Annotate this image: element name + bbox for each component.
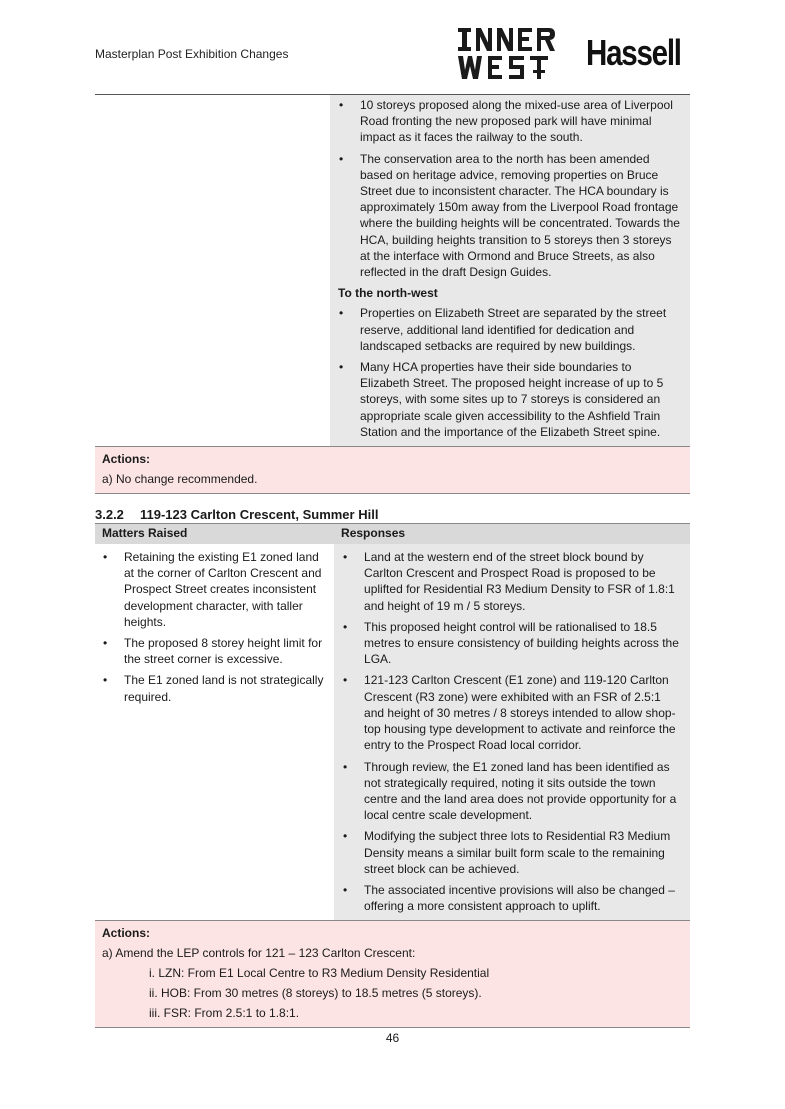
list-item: • 121-123 Carlton Crescent (E1 zone) and 119-120 Carlton Crescent (R3 zone) were exhibited with an FSR of 2.5:1 and height of 30 metres / 8 storeys intended to allow shop-top housing type development to activate and reinforce the entry to the Prospect Road local corridor. [335, 672, 682, 753]
continued-bullets-a [331, 97, 682, 280]
section-title: 119-123 Carlton Crescent, Summer Hill [140, 507, 379, 523]
continued-matters-cell [95, 95, 330, 447]
page-content [95, 95, 690, 1028]
carlton-crescent-table [95, 523, 690, 1028]
page-header [0, 0, 785, 96]
continued-bullets-b [331, 305, 682, 440]
list-item: • Land at the western end of the street block bound by Carlton Crescent and Prospect Road is proposed to be uplifted for Residential R3 Medium Density to FSR of 1.8:1 and height of 19 m / 5 storeys. [335, 549, 682, 614]
action-item-hob: ii. HOB: From 30 metres (8 storeys) to 18.5 metres (5 storeys). [149, 986, 482, 1001]
list-item: • This proposed height control will be rationalised to 18.5 metres to ensure consistency of building heights across the LGA. [335, 619, 682, 668]
list-item: • The proposed 8 storey height limit for the street corner is excessive. [95, 635, 328, 667]
action-item-lzn: i. LZN: From E1 Local Centre to R3 Medium Density Residential [149, 966, 490, 981]
list-item: • 10 storeys proposed along the mixed-use area of Liverpool Road fronting the new proposed park will have minimal impact as it faces the railway to the south. [331, 97, 682, 146]
continued-responses-cell [330, 95, 690, 447]
list-item: • Through review, the E1 zoned land has been identified as not strategically required, noting it sits outside the town centre and the land area does not provide opportunity for a local centre scale development. [335, 759, 682, 824]
table-header-row [95, 524, 690, 545]
list-item: • The E1 zoned land is not strategically required. [95, 672, 328, 704]
matters-list [95, 549, 328, 705]
responses-cell [334, 544, 690, 921]
matters-cell [95, 544, 334, 921]
list-item: • Retaining the existing E1 zoned land at the corner of Carlton Crescent and Prospect Street creates inconsistent development character, with taller heights. [95, 549, 328, 630]
table-row [95, 544, 690, 921]
section-actions-row [95, 921, 690, 1028]
actions-label: Actions: [102, 926, 150, 941]
subheading-north-west: To the north-west [338, 286, 438, 301]
actions-label: Actions: [102, 452, 150, 467]
list-item: • Many HCA properties have their side boundaries to Elizabeth Street. The proposed height increase of up to 5 storeys, with some sites up to 7 storeys is considered an appropriate scale given accessibility to the Ashfield Train Station and the importance of the Elizabeth Street spine. [331, 359, 682, 440]
page-number: 46 [385, 1031, 400, 1045]
list-item: • The conservation area to the north has been amended based on heritage advice, removing properties on Bruce Street due to inconsistent character. The HCA boundary is approximately 150m away from the Liverpool Road frontage where the building heights will be concentrated. Towards the HCA, building heights transition to 5 storeys then 3 storeys at the interface with Ormond and Bruce Streets, as also reflected in the draft Design Guides. [331, 151, 682, 281]
document-title: Masterplan Post Exhibition Changes [95, 47, 289, 61]
inner-west-logo [457, 26, 557, 81]
actions-text: a) No change recommended. [102, 472, 258, 487]
action-item-fsr: iii. FSR: From 2.5:1 to 1.8:1. [149, 1006, 300, 1021]
responses-list [335, 549, 682, 914]
continued-actions-row [95, 447, 690, 494]
section-heading [95, 506, 690, 523]
actions-intro: a) Amend the LEP controls for 121 – 123 Carlton Crescent: [102, 946, 416, 961]
list-item: • Modifying the subject three lots to Residential R3 Medium Density means a similar built form scale to the remaining street block can be achieved. [335, 828, 682, 877]
column-header-responses: Responses [334, 524, 690, 545]
hassell-logo: Hassell [586, 32, 681, 73]
list-item: • The associated incentive provisions will also be changed – offering a more consistent approach to uplift. [335, 882, 682, 914]
list-item: • Properties on Elizabeth Street are separated by the street reserve, additional land identified for dedication and landscaped setbacks are required by new buildings. [331, 305, 682, 354]
column-header-matters: Matters Raised [95, 524, 334, 545]
continued-responses-table [95, 95, 690, 494]
section-number: 3.2.2 [95, 507, 124, 523]
